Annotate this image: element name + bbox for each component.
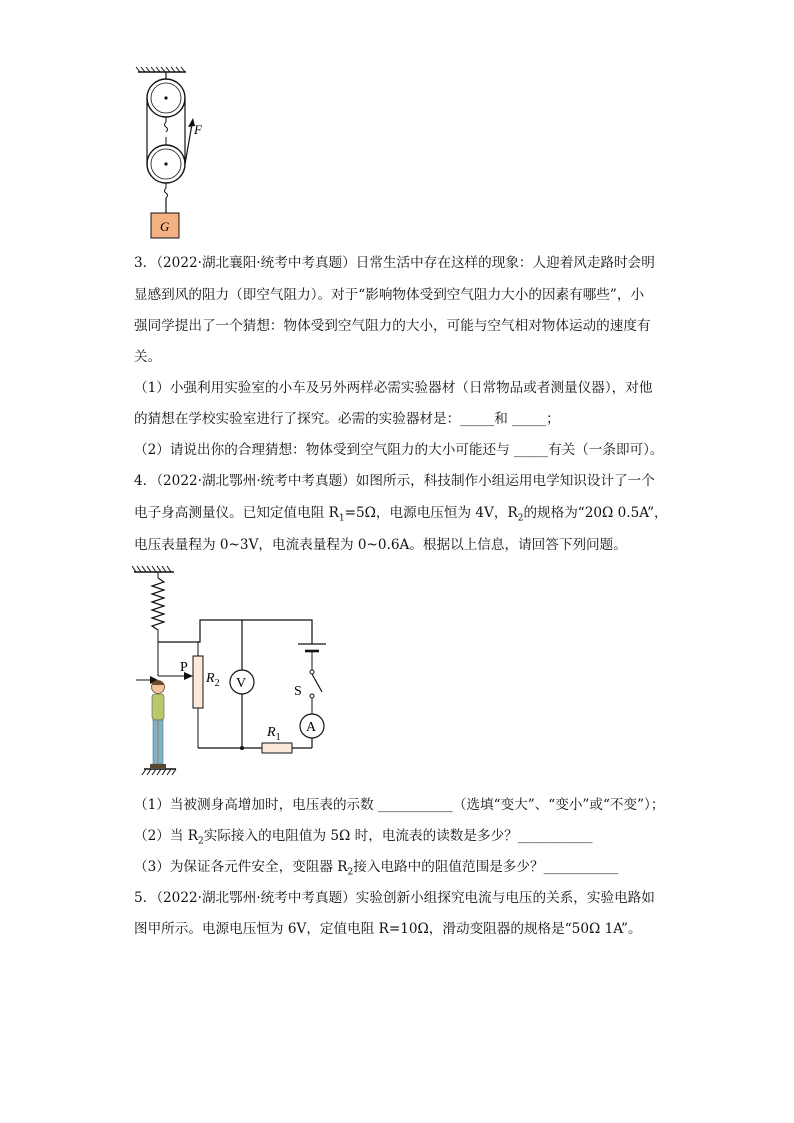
q4-line-2-part-b: =5Ω，电源电压恒为 4V，R	[344, 505, 518, 521]
q4-line-2-sub-2: 2	[517, 513, 524, 524]
q4-line-2	[134, 503, 668, 529]
slider-p-label: P	[180, 660, 188, 675]
q5-line-2: 图甲所示。电源电压恒为 6V，定值电阻 R=10Ω，滑动变阻器的规格是“50Ω 1A”。	[134, 921, 642, 937]
q4-line-2-part-c: 的规格为“20Ω 0.5A”，	[523, 505, 668, 521]
q5-line-1: 5．（2022·湖北鄂州·统考中考真题）实验创新小组探究电流与电压的关系，实验电路如	[134, 890, 655, 906]
q3-line-3: 强同学提出了一个猜想：物体受到空气阻力的大小，可能与空气相对物体运动的速度有	[134, 318, 651, 334]
q4-line-3: 电压表量程为 0~3V，电流表量程为 0~0.6A。根据以上信息，请回答下列问题。	[134, 537, 627, 553]
switch-label: S	[294, 684, 302, 699]
ammeter-label: A	[306, 720, 317, 735]
q4-sub2-part-a: （2）当 R	[134, 828, 198, 844]
q3-sub2: （2）请说出你的合理猜想：物体受到空气阻力的大小可能还与 _____有关（一条即可）。	[134, 442, 664, 458]
r1-label: $R_1$	[267, 725, 281, 743]
q3-sub1-line-2: 的猜想在学校实验室进行了探究。必需的实验器材是：_____和 _____；	[134, 411, 560, 427]
q4-line-2-part-a: 电子身高测量仪。已知定值电阻 R	[134, 505, 339, 521]
r2-label: $R_2$	[206, 671, 220, 689]
q4-sub3-sub: 2	[347, 867, 354, 878]
force-label: F	[194, 122, 202, 137]
person-figure	[150, 681, 166, 769]
q3-line-1: 3．（2022·湖北襄阳·统考中考真题）日常生活中存在这样的现象：人迎着风走路时会明	[134, 255, 655, 271]
voltmeter-label: V	[236, 676, 247, 691]
q4-sub2-part-b: 实际接入的电阻值为 5Ω 时，电流表的读数是多少？___________	[203, 828, 593, 844]
circuit-figure	[128, 564, 358, 784]
q3-line-4: 关。	[134, 349, 162, 365]
q4-sub3	[134, 857, 618, 883]
q4-sub3-part-b: 接入电路中的阻值范围是多少？___________	[353, 859, 619, 875]
q4-line-2-sub-1: 1	[338, 513, 345, 524]
q4-sub1: （1）当被测身高增加时，电压表的示数 ___________（选填“变大”、“变小”或“不变”）；	[134, 797, 665, 813]
q3-sub1-line-1: （1）小强利用实验室的小车及另外两样必需实验器材（日常物品或者测量仪器），对他	[134, 380, 653, 396]
q4-line-1: 4．（2022·湖北鄂州·统考中考真题）如图所示，科技制作小组运用电学知识设计了一个	[134, 473, 655, 489]
q4-sub2	[134, 826, 593, 852]
q3-line-2: 显感到风的阻力（即空气阻力）。对于“影响物体受到空气阻力大小的因素有哪些”，小	[134, 287, 645, 303]
pulley-figure	[128, 66, 208, 242]
q4-sub3-part-a: （3）为保证各元件安全，变阻器 R	[134, 859, 348, 875]
weight-label: G	[160, 219, 170, 234]
q4-sub2-sub: 2	[198, 836, 204, 847]
